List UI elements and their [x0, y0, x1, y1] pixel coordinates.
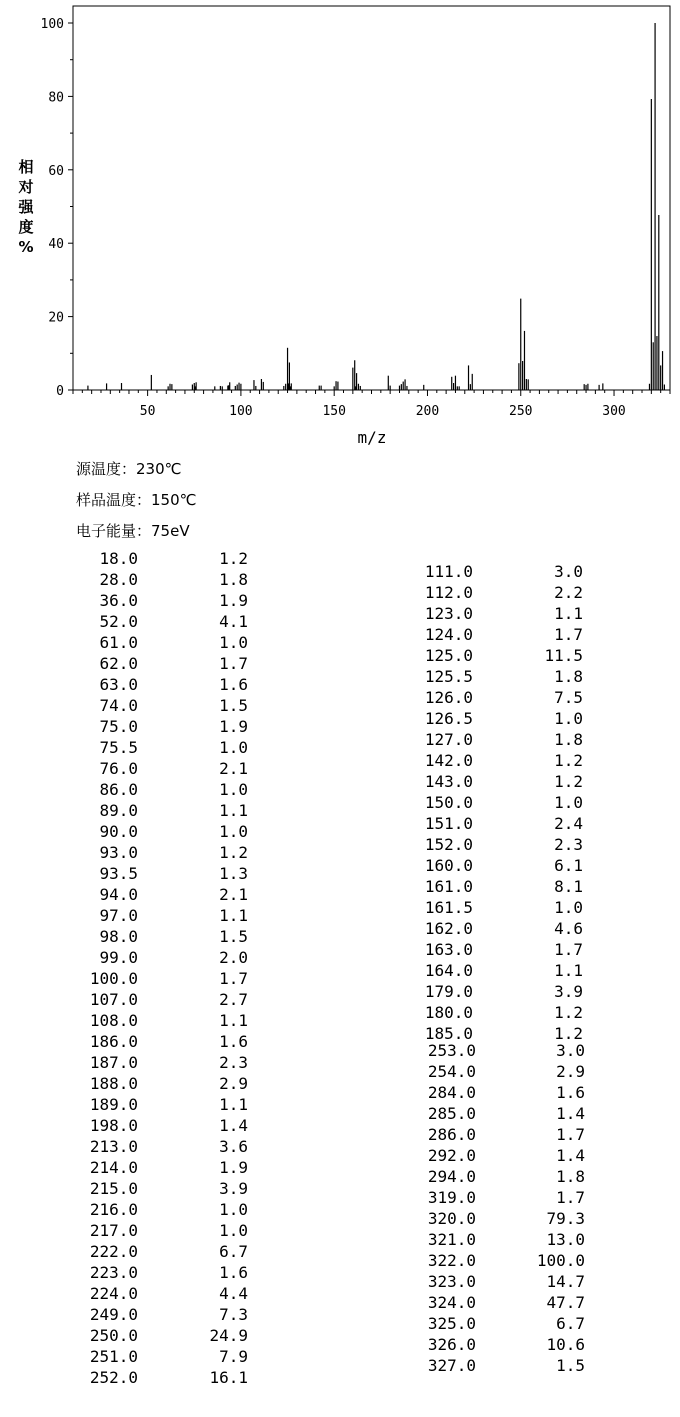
peak-row	[70, 801, 248, 821]
peak-intensity: 1.9	[219, 591, 248, 610]
peak-mz: 61.0	[99, 633, 138, 652]
peak-intensity: 1.0	[219, 633, 248, 652]
peak-intensity: 1.1	[554, 604, 583, 623]
peak-row	[400, 1251, 585, 1271]
peak-intensity: 1.6	[219, 1032, 248, 1051]
peak-row	[400, 772, 583, 792]
plot-frame	[73, 6, 670, 390]
condition-label: 电子能量：	[76, 522, 152, 540]
condition-label: 源温度：	[76, 460, 137, 478]
peak-intensity: 7.5	[554, 688, 583, 707]
peak-mz: 189.0	[89, 1095, 138, 1114]
peak-row	[70, 1095, 248, 1115]
peak-row	[400, 625, 583, 645]
peak-mz: 323.0	[427, 1272, 476, 1291]
peak-intensity: 1.5	[556, 1356, 585, 1375]
peak-row	[400, 709, 583, 729]
peak-intensity: 10.6	[546, 1335, 585, 1354]
peak-mz: 252.0	[89, 1368, 138, 1387]
peak-intensity: 8.1	[554, 877, 583, 896]
spectrum-peaks	[88, 23, 664, 390]
peak-row	[70, 822, 248, 842]
peak-intensity: 2.2	[554, 583, 583, 602]
x-tick-label: 150	[322, 404, 346, 419]
peak-mz: 90.0	[99, 822, 138, 841]
peak-mz: 99.0	[99, 948, 138, 967]
peak-row	[70, 1221, 248, 1241]
peak-row	[400, 1293, 585, 1313]
peak-row	[70, 780, 248, 800]
peak-mz: 292.0	[427, 1146, 476, 1165]
peak-intensity: 1.7	[554, 940, 583, 959]
peak-row	[70, 885, 248, 905]
y-tick-label: 20	[48, 310, 64, 326]
peak-mz: 250.0	[89, 1326, 138, 1345]
peak-intensity: 1.2	[554, 1024, 583, 1043]
peak-mz: 185.0	[424, 1024, 473, 1043]
peak-intensity: 4.4	[219, 1284, 248, 1303]
peak-intensity: 1.7	[219, 969, 248, 988]
peak-mz: 76.0	[99, 759, 138, 778]
mass-spectrum-chart	[0, 0, 680, 450]
peak-intensity: 1.7	[219, 654, 248, 673]
peak-row	[400, 562, 583, 582]
peak-row	[70, 1158, 248, 1178]
peak-intensity: 1.8	[554, 730, 583, 749]
x-axis-label: m/z	[357, 428, 387, 447]
peak-mz: 319.0	[427, 1188, 476, 1207]
peak-mz: 164.0	[424, 961, 473, 980]
peak-row	[70, 1011, 248, 1031]
peak-mz: 100.0	[89, 969, 138, 988]
y-axis-label-char: 相	[18, 158, 34, 176]
peak-mz: 322.0	[427, 1251, 476, 1270]
peak-mz: 222.0	[89, 1242, 138, 1261]
peak-row	[70, 1284, 248, 1304]
peak-intensity: 2.9	[556, 1062, 585, 1081]
peak-row	[70, 570, 248, 590]
peak-intensity: 6.7	[219, 1242, 248, 1261]
peak-intensity: 4.1	[219, 612, 248, 631]
peak-row	[400, 1209, 585, 1229]
peak-mz: 198.0	[89, 1116, 138, 1135]
peak-mz: 161.5	[424, 898, 473, 917]
peak-intensity: 1.1	[219, 801, 248, 820]
peak-row	[400, 877, 583, 897]
peak-mz: 75.0	[99, 717, 138, 736]
peak-mz: 107.0	[89, 990, 138, 1009]
peak-row	[400, 1062, 585, 1082]
peak-intensity: 1.0	[219, 822, 248, 841]
peak-intensity: 14.7	[546, 1272, 585, 1291]
peak-intensity: 1.6	[556, 1083, 585, 1102]
peak-mz: 187.0	[89, 1053, 138, 1072]
peak-row	[70, 864, 248, 884]
peak-row	[400, 1104, 585, 1124]
peak-mz: 214.0	[89, 1158, 138, 1177]
x-tick-label: 250	[509, 404, 533, 419]
peak-mz: 150.0	[424, 793, 473, 812]
x-tick-label: 50	[139, 404, 156, 419]
y-tick-label: 60	[48, 163, 64, 179]
peak-mz: 251.0	[89, 1347, 138, 1366]
peak-intensity: 3.9	[554, 982, 583, 1001]
peak-row	[70, 612, 248, 632]
peak-mz: 215.0	[89, 1179, 138, 1198]
peak-intensity: 1.8	[554, 667, 583, 686]
peak-intensity: 1.3	[219, 864, 248, 883]
peak-intensity: 2.3	[554, 835, 583, 854]
peak-mz: 98.0	[99, 927, 138, 946]
peak-row	[400, 961, 583, 981]
y-tick-label: 80	[48, 90, 64, 106]
peak-mz: 97.0	[99, 906, 138, 925]
y-axis-label	[17, 158, 34, 256]
peak-intensity: 1.7	[554, 625, 583, 644]
peak-row	[400, 982, 583, 1002]
peak-mz: 125.0	[424, 646, 473, 665]
peak-row	[70, 1200, 248, 1220]
peak-row	[70, 1263, 248, 1283]
peak-row	[400, 1314, 585, 1334]
peak-intensity: 1.2	[554, 1003, 583, 1022]
peak-row	[400, 1188, 585, 1208]
peak-row	[400, 835, 583, 855]
peak-mz: 151.0	[424, 814, 473, 833]
peak-row	[400, 1041, 585, 1061]
peak-mz: 62.0	[99, 654, 138, 673]
peak-row	[70, 1347, 248, 1367]
condition-line	[76, 520, 190, 541]
peak-row	[70, 633, 248, 653]
peak-intensity: 1.0	[554, 793, 583, 812]
peak-row	[70, 948, 248, 968]
peak-intensity: 1.5	[219, 927, 248, 946]
y-axis-label-char: 对	[18, 178, 34, 196]
peak-intensity: 1.8	[219, 570, 248, 589]
peak-mz: 163.0	[424, 940, 473, 959]
peak-intensity: 2.1	[219, 759, 248, 778]
peak-intensity: 1.2	[554, 772, 583, 791]
peak-row	[400, 646, 583, 666]
peak-row	[400, 688, 583, 708]
peak-mz: 216.0	[89, 1200, 138, 1219]
peak-mz: 326.0	[427, 1335, 476, 1354]
peak-row	[70, 654, 248, 674]
peak-row	[70, 843, 248, 863]
peak-intensity: 1.0	[554, 898, 583, 917]
x-axis-ticks	[73, 390, 670, 419]
peak-mz: 18.0	[99, 549, 138, 568]
peak-row	[70, 927, 248, 947]
peak-mz: 143.0	[424, 772, 473, 791]
peak-mz: 188.0	[89, 1074, 138, 1093]
peak-row	[400, 1230, 585, 1250]
peak-row	[400, 730, 583, 750]
condition-line	[76, 489, 197, 510]
peak-mz: 89.0	[99, 801, 138, 820]
y-tick-label: 100	[40, 17, 64, 32]
peak-intensity: 1.0	[219, 738, 248, 757]
condition-value: 75eV	[151, 522, 190, 540]
peak-intensity: 11.5	[544, 646, 583, 665]
peak-mz: 284.0	[427, 1083, 476, 1102]
peak-row	[400, 1146, 585, 1166]
peak-mz: 93.5	[99, 864, 138, 883]
peak-intensity: 2.0	[219, 948, 248, 967]
peak-mz: 286.0	[427, 1125, 476, 1144]
peak-intensity: 7.9	[219, 1347, 248, 1366]
peak-mz: 112.0	[424, 583, 473, 602]
peak-mz: 224.0	[89, 1284, 138, 1303]
peak-intensity: 1.0	[554, 709, 583, 728]
peak-row	[70, 1242, 248, 1262]
peak-intensity: 1.8	[556, 1167, 585, 1186]
peak-mz: 186.0	[89, 1032, 138, 1051]
peak-mz: 321.0	[427, 1230, 476, 1249]
peak-mz: 253.0	[427, 1041, 476, 1060]
y-axis-label-char: 强	[18, 198, 34, 216]
peak-row	[400, 898, 583, 918]
peak-intensity: 2.3	[219, 1053, 248, 1072]
peak-mz: 52.0	[99, 612, 138, 631]
peak-mz: 217.0	[89, 1221, 138, 1240]
peak-intensity: 1.9	[219, 717, 248, 736]
peak-row	[70, 1032, 248, 1052]
peak-mz: 327.0	[427, 1356, 476, 1375]
peak-mz: 254.0	[427, 1062, 476, 1081]
peak-row	[400, 856, 583, 876]
condition-line	[76, 458, 182, 479]
peak-row	[70, 759, 248, 779]
x-tick-label: 100	[229, 404, 253, 419]
peak-intensity: 1.0	[219, 1221, 248, 1240]
peak-intensity: 3.6	[219, 1137, 248, 1156]
condition-value: 230℃	[136, 460, 182, 478]
peak-mz: 125.5	[424, 667, 473, 686]
peak-mz: 93.0	[99, 843, 138, 862]
peak-intensity: 6.1	[554, 856, 583, 875]
peak-intensity: 1.9	[219, 1158, 248, 1177]
peak-row	[400, 1167, 585, 1187]
peak-intensity: 1.4	[556, 1104, 585, 1123]
peak-intensity: 4.6	[554, 919, 583, 938]
peak-mz: 249.0	[89, 1305, 138, 1324]
peak-intensity: 16.1	[209, 1368, 248, 1387]
peak-mz: 325.0	[427, 1314, 476, 1333]
peak-intensity: 2.1	[219, 885, 248, 904]
peak-mz: 324.0	[427, 1293, 476, 1312]
peak-intensity: 6.7	[556, 1314, 585, 1333]
peak-intensity: 2.9	[219, 1074, 248, 1093]
peak-mz: 152.0	[424, 835, 473, 854]
peak-intensity: 79.3	[546, 1209, 585, 1228]
peak-mz: 126.5	[424, 709, 473, 728]
peak-row	[400, 604, 583, 624]
peak-mz: 320.0	[427, 1209, 476, 1228]
peak-intensity: 1.5	[219, 696, 248, 715]
peak-row	[70, 1137, 248, 1157]
peak-row	[70, 738, 248, 758]
peak-intensity: 1.1	[219, 1011, 248, 1030]
peak-intensity: 2.4	[554, 814, 583, 833]
peak-row	[400, 814, 583, 834]
peak-intensity: 1.1	[219, 906, 248, 925]
peak-intensity: 7.3	[219, 1305, 248, 1324]
peak-mz: 126.0	[424, 688, 473, 707]
y-tick-label: 0	[56, 384, 64, 399]
peak-mz: 28.0	[99, 570, 138, 589]
peak-row	[400, 919, 583, 939]
peak-row	[400, 793, 583, 813]
peak-row	[400, 1125, 585, 1145]
peak-mz: 75.5	[99, 738, 138, 757]
peak-row	[70, 675, 248, 695]
peak-intensity: 1.0	[219, 1200, 248, 1219]
peak-intensity: 1.2	[219, 843, 248, 862]
peak-mz: 124.0	[424, 625, 473, 644]
condition-label: 样品温度：	[76, 491, 152, 509]
peak-row	[400, 1335, 585, 1355]
peak-intensity: 24.9	[209, 1326, 248, 1345]
peak-intensity: 1.1	[554, 961, 583, 980]
peak-mz: 63.0	[99, 675, 138, 694]
peak-row	[70, 1179, 248, 1199]
y-axis-label-char: 度	[18, 218, 34, 236]
peak-mz: 285.0	[427, 1104, 476, 1123]
peak-row	[70, 1053, 248, 1073]
peak-intensity: 1.2	[554, 751, 583, 770]
peak-intensity: 13.0	[546, 1230, 585, 1249]
y-axis-ticks	[41, 17, 73, 399]
peak-row	[70, 969, 248, 989]
peak-mz: 36.0	[99, 591, 138, 610]
peak-intensity: 1.6	[219, 1263, 248, 1282]
peak-mz: 123.0	[424, 604, 473, 623]
peak-intensity: 1.4	[556, 1146, 585, 1165]
y-axis-label-char: %	[18, 238, 34, 256]
peak-intensity: 100.0	[536, 1251, 585, 1270]
peak-intensity: 3.0	[554, 562, 583, 581]
peak-mz: 94.0	[99, 885, 138, 904]
peak-mz: 161.0	[424, 877, 473, 896]
peak-intensity: 1.4	[219, 1116, 248, 1135]
peak-row	[400, 583, 583, 603]
peak-row	[70, 717, 248, 737]
peak-row	[70, 990, 248, 1010]
peak-row	[70, 1074, 248, 1094]
peak-intensity: 1.2	[219, 549, 248, 568]
peak-row	[70, 1305, 248, 1325]
y-tick-label: 40	[48, 237, 64, 253]
peak-row	[70, 696, 248, 716]
peak-intensity: 1.0	[219, 780, 248, 799]
peak-mz: 108.0	[89, 1011, 138, 1030]
peak-intensity: 1.6	[219, 675, 248, 694]
peak-row	[70, 906, 248, 926]
peak-mz: 179.0	[424, 982, 473, 1001]
peak-mz: 180.0	[424, 1003, 473, 1022]
condition-value: 150℃	[151, 491, 197, 509]
peak-row	[400, 1003, 583, 1023]
peak-row	[70, 1368, 248, 1388]
peak-row	[400, 940, 583, 960]
peak-row	[70, 1326, 248, 1346]
peak-mz: 223.0	[89, 1263, 138, 1282]
peak-row	[400, 1356, 585, 1376]
peak-intensity: 3.0	[556, 1041, 585, 1060]
peak-row	[400, 1272, 585, 1292]
peak-intensity: 1.7	[556, 1125, 585, 1144]
x-tick-label: 300	[602, 404, 626, 419]
peak-row	[70, 591, 248, 611]
peak-intensity: 1.7	[556, 1188, 585, 1207]
peak-row	[400, 667, 583, 687]
peak-intensity: 2.7	[219, 990, 248, 1009]
peak-mz: 294.0	[427, 1167, 476, 1186]
peak-row	[70, 1116, 248, 1136]
peak-mz: 127.0	[424, 730, 473, 749]
peak-mz: 111.0	[424, 562, 473, 581]
peak-mz: 142.0	[424, 751, 473, 770]
peak-intensity: 1.1	[219, 1095, 248, 1114]
peak-mz: 160.0	[424, 856, 473, 875]
peak-row	[70, 549, 248, 569]
peak-intensity: 3.9	[219, 1179, 248, 1198]
peak-mz: 74.0	[99, 696, 138, 715]
peak-mz: 162.0	[424, 919, 473, 938]
peak-mz: 86.0	[99, 780, 138, 799]
peak-row	[400, 1083, 585, 1103]
peak-row	[400, 751, 583, 771]
peak-mz: 213.0	[89, 1137, 138, 1156]
x-tick-label: 200	[415, 404, 440, 419]
peak-intensity: 47.7	[546, 1293, 585, 1312]
